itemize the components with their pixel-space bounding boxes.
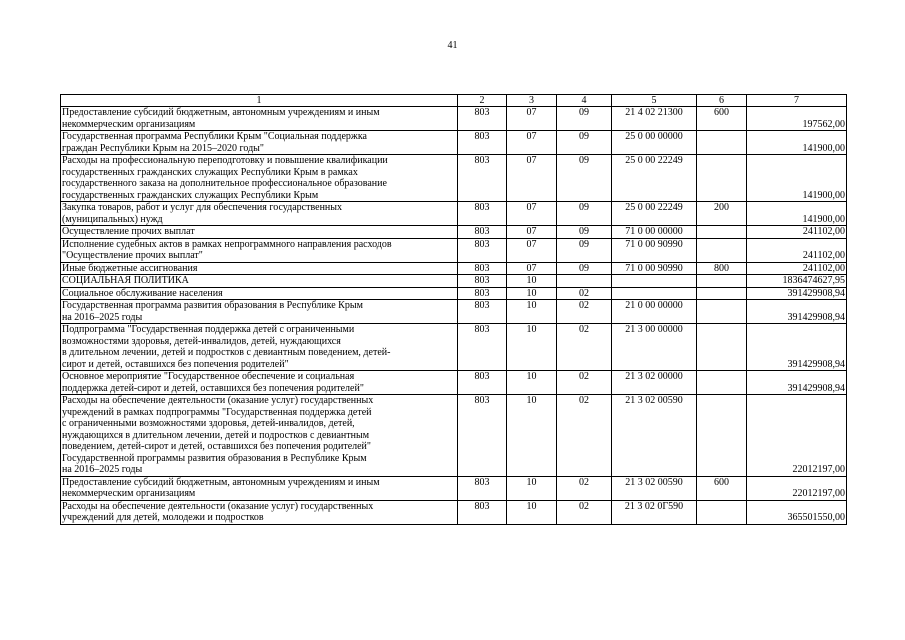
row-subsection-cell: 09 — [557, 262, 612, 275]
table-row — [61, 202, 847, 226]
table-row — [61, 371, 847, 395]
row-expense-type-cell — [697, 226, 747, 239]
row-amount-cell: 241102,00 — [747, 262, 847, 275]
row-code-cell: 803 — [458, 287, 507, 300]
row-section-cell: 07 — [507, 131, 557, 155]
table-row — [61, 131, 847, 155]
row-code-cell: 803 — [458, 395, 507, 477]
row-amount-cell: 241102,00 — [747, 226, 847, 239]
row-amount-cell: 391429908,94 — [747, 287, 847, 300]
table-row — [61, 107, 847, 131]
header-col-3: 3 — [507, 95, 557, 107]
row-subsection-cell — [557, 275, 612, 288]
row-code-cell: 803 — [458, 371, 507, 395]
row-code-cell: 803 — [458, 262, 507, 275]
row-target-cell: 25 0 00 00000 — [612, 131, 697, 155]
table-row — [61, 226, 847, 239]
row-subsection-cell: 09 — [557, 226, 612, 239]
row-amount-cell: 141900,00 — [747, 202, 847, 226]
row-code-cell: 803 — [458, 300, 507, 324]
row-expense-type-cell: 600 — [697, 107, 747, 131]
row-code-cell: 803 — [458, 275, 507, 288]
header-col-7: 7 — [747, 95, 847, 107]
row-expense-type-cell — [697, 238, 747, 262]
row-name-cell: СОЦИАЛЬНАЯ ПОЛИТИКА — [61, 275, 458, 288]
row-target-cell: 71 0 00 90990 — [612, 262, 697, 275]
row-expense-type-cell — [697, 275, 747, 288]
row-expense-type-cell — [697, 155, 747, 202]
row-name-cell: Исполнение судебных актов в рамках непрограммного направления расходов "Осуществление прочих выплат" — [61, 238, 458, 262]
row-target-cell: 21 3 02 0Г590 — [612, 500, 697, 524]
row-amount-cell: 197562,00 — [747, 107, 847, 131]
page-number: 41 — [447, 40, 458, 51]
row-expense-type-cell: 800 — [697, 262, 747, 275]
table-row — [61, 238, 847, 262]
row-amount-cell: 241102,00 — [747, 238, 847, 262]
row-expense-type-cell — [697, 395, 747, 477]
row-target-cell: 21 4 02 21300 — [612, 107, 697, 131]
row-subsection-cell: 02 — [557, 395, 612, 477]
row-expense-type-cell — [697, 287, 747, 300]
table-row — [61, 155, 847, 202]
row-name-cell: Предоставление субсидий бюджетным, автономным учреждениям и иным некоммерческим организациям — [61, 476, 458, 500]
row-target-cell: 21 3 02 00590 — [612, 395, 697, 477]
budget-table — [60, 94, 847, 525]
row-section-cell: 10 — [507, 300, 557, 324]
row-code-cell: 803 — [458, 155, 507, 202]
table-row — [61, 287, 847, 300]
row-expense-type-cell: 200 — [697, 202, 747, 226]
row-section-cell: 07 — [507, 155, 557, 202]
row-target-cell: 25 0 00 22249 — [612, 155, 697, 202]
row-name-cell: Осуществление прочих выплат — [61, 226, 458, 239]
row-name-cell: Государственная программа Республики Крым "Социальная поддержка граждан Республики Крым на 2015–2020 годы" — [61, 131, 458, 155]
row-section-cell: 10 — [507, 324, 557, 371]
row-expense-type-cell — [697, 300, 747, 324]
row-target-cell: 25 0 00 22249 — [612, 202, 697, 226]
row-code-cell: 803 — [458, 500, 507, 524]
row-target-cell: 71 0 00 90990 — [612, 238, 697, 262]
row-amount-cell: 22012197,00 — [747, 476, 847, 500]
row-amount-cell: 391429908,94 — [747, 300, 847, 324]
table-row — [61, 262, 847, 275]
row-code-cell: 803 — [458, 238, 507, 262]
row-code-cell: 803 — [458, 107, 507, 131]
row-section-cell: 10 — [507, 287, 557, 300]
header-col-2: 2 — [458, 95, 507, 107]
row-name-cell: Иные бюджетные ассигнования — [61, 262, 458, 275]
row-amount-cell: 391429908,94 — [747, 324, 847, 371]
row-target-cell — [612, 275, 697, 288]
table-row — [61, 500, 847, 524]
row-name-cell: Основное мероприятие "Государственное обеспечение и социальная поддержка детей-сирот и детей, оставшихся без попечения родителей" — [61, 371, 458, 395]
table-body — [61, 107, 847, 525]
row-section-cell: 10 — [507, 371, 557, 395]
row-section-cell: 07 — [507, 238, 557, 262]
row-subsection-cell: 02 — [557, 500, 612, 524]
row-expense-type-cell — [697, 131, 747, 155]
row-target-cell: 21 3 02 00590 — [612, 476, 697, 500]
row-subsection-cell: 09 — [557, 131, 612, 155]
row-name-cell: Расходы на профессиональную переподготовку и повышение квалификации государственных гражданских служащих Республики Крым в рамках государственного заказа на дополнительное профессиональное образование государственных гражданских служащих Республики Крым — [61, 155, 458, 202]
table-row — [61, 324, 847, 371]
row-subsection-cell: 02 — [557, 476, 612, 500]
row-name-cell: Закупка товаров, работ и услуг для обеспечения государственных (муниципальных) нужд — [61, 202, 458, 226]
row-subsection-cell: 09 — [557, 238, 612, 262]
row-subsection-cell: 09 — [557, 107, 612, 131]
header-col-4: 4 — [557, 95, 612, 107]
row-amount-cell: 391429908,94 — [747, 371, 847, 395]
header-col-1: 1 — [61, 95, 458, 107]
row-code-cell: 803 — [458, 226, 507, 239]
row-subsection-cell: 02 — [557, 287, 612, 300]
row-name-cell: Подпрограмма "Государственная поддержка детей с ограниченными возможностями здоровья, детей-инвалидов, детей, нуждающихся в длительном лечении, детей и подростков с девиантным поведением, детей- сирот и детей, оставшихся без попечения родителей" — [61, 324, 458, 371]
header-col-6: 6 — [697, 95, 747, 107]
row-subsection-cell: 02 — [557, 324, 612, 371]
row-expense-type-cell — [697, 324, 747, 371]
row-section-cell: 10 — [507, 500, 557, 524]
row-section-cell: 10 — [507, 275, 557, 288]
row-subsection-cell: 09 — [557, 202, 612, 226]
row-section-cell: 10 — [507, 395, 557, 477]
row-amount-cell: 141900,00 — [747, 155, 847, 202]
row-amount-cell: 141900,00 — [747, 131, 847, 155]
row-target-cell: 71 0 00 00000 — [612, 226, 697, 239]
row-amount-cell: 22012197,00 — [747, 395, 847, 477]
row-code-cell: 803 — [458, 202, 507, 226]
row-name-cell: Расходы на обеспечение деятельности (оказание услуг) государственных учреждений для детей, молодежи и подростков — [61, 500, 458, 524]
row-expense-type-cell — [697, 371, 747, 395]
row-subsection-cell: 02 — [557, 371, 612, 395]
row-name-cell: Предоставление субсидий бюджетным, автономным учреждениям и иным некоммерческим организациям — [61, 107, 458, 131]
row-name-cell: Государственная программа развития образования в Республике Крым на 2016–2025 годы — [61, 300, 458, 324]
row-expense-type-cell — [697, 500, 747, 524]
row-section-cell: 07 — [507, 107, 557, 131]
row-section-cell: 07 — [507, 262, 557, 275]
row-target-cell: 21 3 02 00000 — [612, 371, 697, 395]
row-subsection-cell: 02 — [557, 300, 612, 324]
row-expense-type-cell: 600 — [697, 476, 747, 500]
row-section-cell: 07 — [507, 226, 557, 239]
table-row — [61, 476, 847, 500]
row-code-cell: 803 — [458, 131, 507, 155]
table-row — [61, 275, 847, 288]
row-subsection-cell: 09 — [557, 155, 612, 202]
table-row — [61, 300, 847, 324]
header-row — [61, 95, 847, 107]
row-amount-cell: 1836474627,95 — [747, 275, 847, 288]
row-target-cell: 21 3 00 00000 — [612, 324, 697, 371]
row-section-cell: 10 — [507, 476, 557, 500]
row-name-cell: Социальное обслуживание населения — [61, 287, 458, 300]
row-code-cell: 803 — [458, 324, 507, 371]
row-section-cell: 07 — [507, 202, 557, 226]
row-amount-cell: 365501550,00 — [747, 500, 847, 524]
row-target-cell — [612, 287, 697, 300]
header-col-5: 5 — [612, 95, 697, 107]
row-name-cell: Расходы на обеспечение деятельности (оказание услуг) государственных учреждений в рамках подпрограммы "Государственная поддержка детей с ограниченными возможностями здоровья, детей-инвалидов, детей, нуждающихся в длительном лечении, детей и подростков с девиантным поведением, детей-сирот и детей, оставшихся без попечения родителей" Государственной программы развития образования в Республике Крым на 2016–2025 годы — [61, 395, 458, 477]
table-row — [61, 395, 847, 477]
row-code-cell: 803 — [458, 476, 507, 500]
row-target-cell: 21 0 00 00000 — [612, 300, 697, 324]
